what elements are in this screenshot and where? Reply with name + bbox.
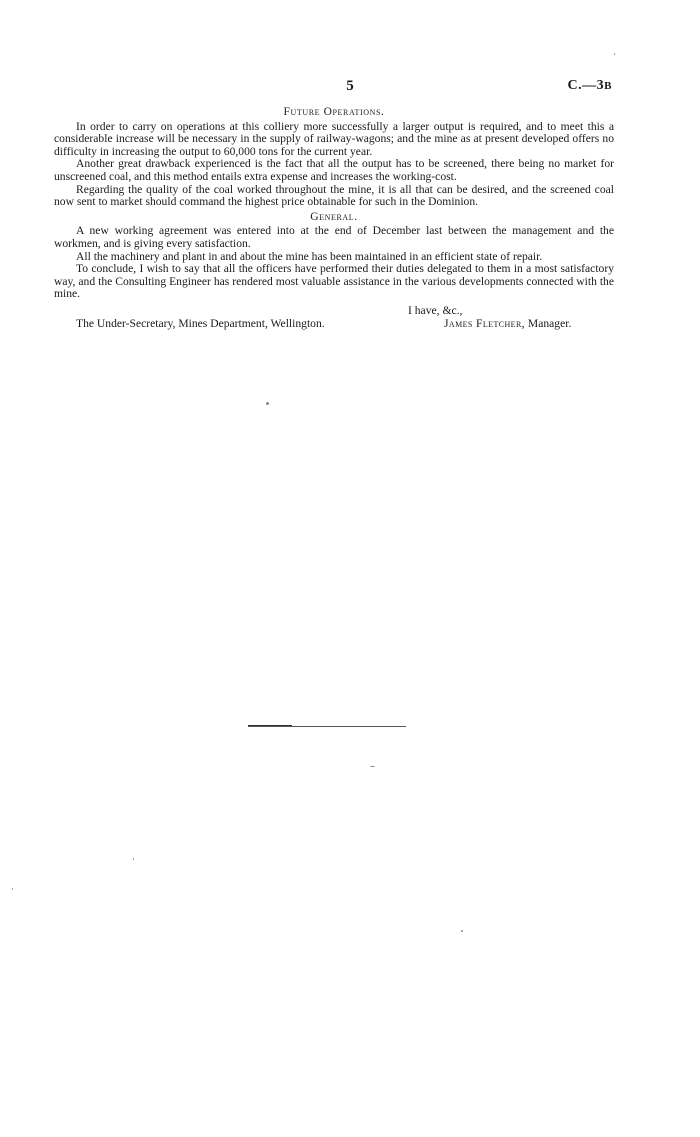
end-rule (248, 726, 406, 727)
letter-closing (54, 305, 614, 335)
section-heading-future-operations: Future Operations. (283, 106, 385, 118)
report-body (54, 106, 614, 335)
paragraph-machinery: All the machinery and plant in and about the mine has been maintained in an efficient state of repair. (76, 249, 543, 263)
paragraph-coal-quality: Regarding the quality of the coal worked throughout the mine, it is all that can be desired, and the screened coal now sent to market should command the highest price obtainable for such in the Dominion. (54, 182, 614, 209)
page-number: 5 (346, 78, 354, 94)
paragraph-screening-drawback: Another great drawback experienced is the fact that all the output has to be screened, there being no market for unscreened coal, and this method entails extra expense and increases the working-cost. (54, 157, 614, 183)
print-speck (12, 888, 13, 890)
section-heading-general: General. (310, 210, 358, 223)
signature (444, 318, 571, 331)
paragraph-conclusion: To conclude, I wish to say that all the officers have performed their duties delegated to them in a most satisfactory way, and the Consulting Engineer has rendered most valuable assistance in the various developments connected with the mine. (54, 262, 614, 301)
signatory-name: James Fletcher, (444, 316, 525, 330)
salutation: I have, &c., (408, 303, 463, 317)
addressee: The Under-Secretary, Mines Department, Wellington. (76, 316, 325, 330)
signatory-title: Manager. (527, 316, 572, 330)
paragraph-working-agreement: A new working agreement was entered into at the end of December last between the management and the workmen, and is giving every satisfaction. (54, 224, 614, 250)
print-speck (614, 53, 615, 55)
print-speck (266, 402, 269, 405)
print-speck (133, 858, 134, 860)
print-speck (370, 766, 375, 767)
document-reference-suffix: B (604, 80, 612, 92)
document-reference-main: C.—3 (567, 78, 605, 93)
paragraph-output-increase: In order to carry on operations at this colliery more successfully a larger output is required, and to meet this a considerable increase will be necessary in the supply of railway-wagons; and the mine as at present developed offers no difficulty in increasing the output to 60,000 tons for the current year. (54, 119, 614, 158)
document-reference (568, 78, 612, 94)
print-speck (461, 930, 463, 932)
